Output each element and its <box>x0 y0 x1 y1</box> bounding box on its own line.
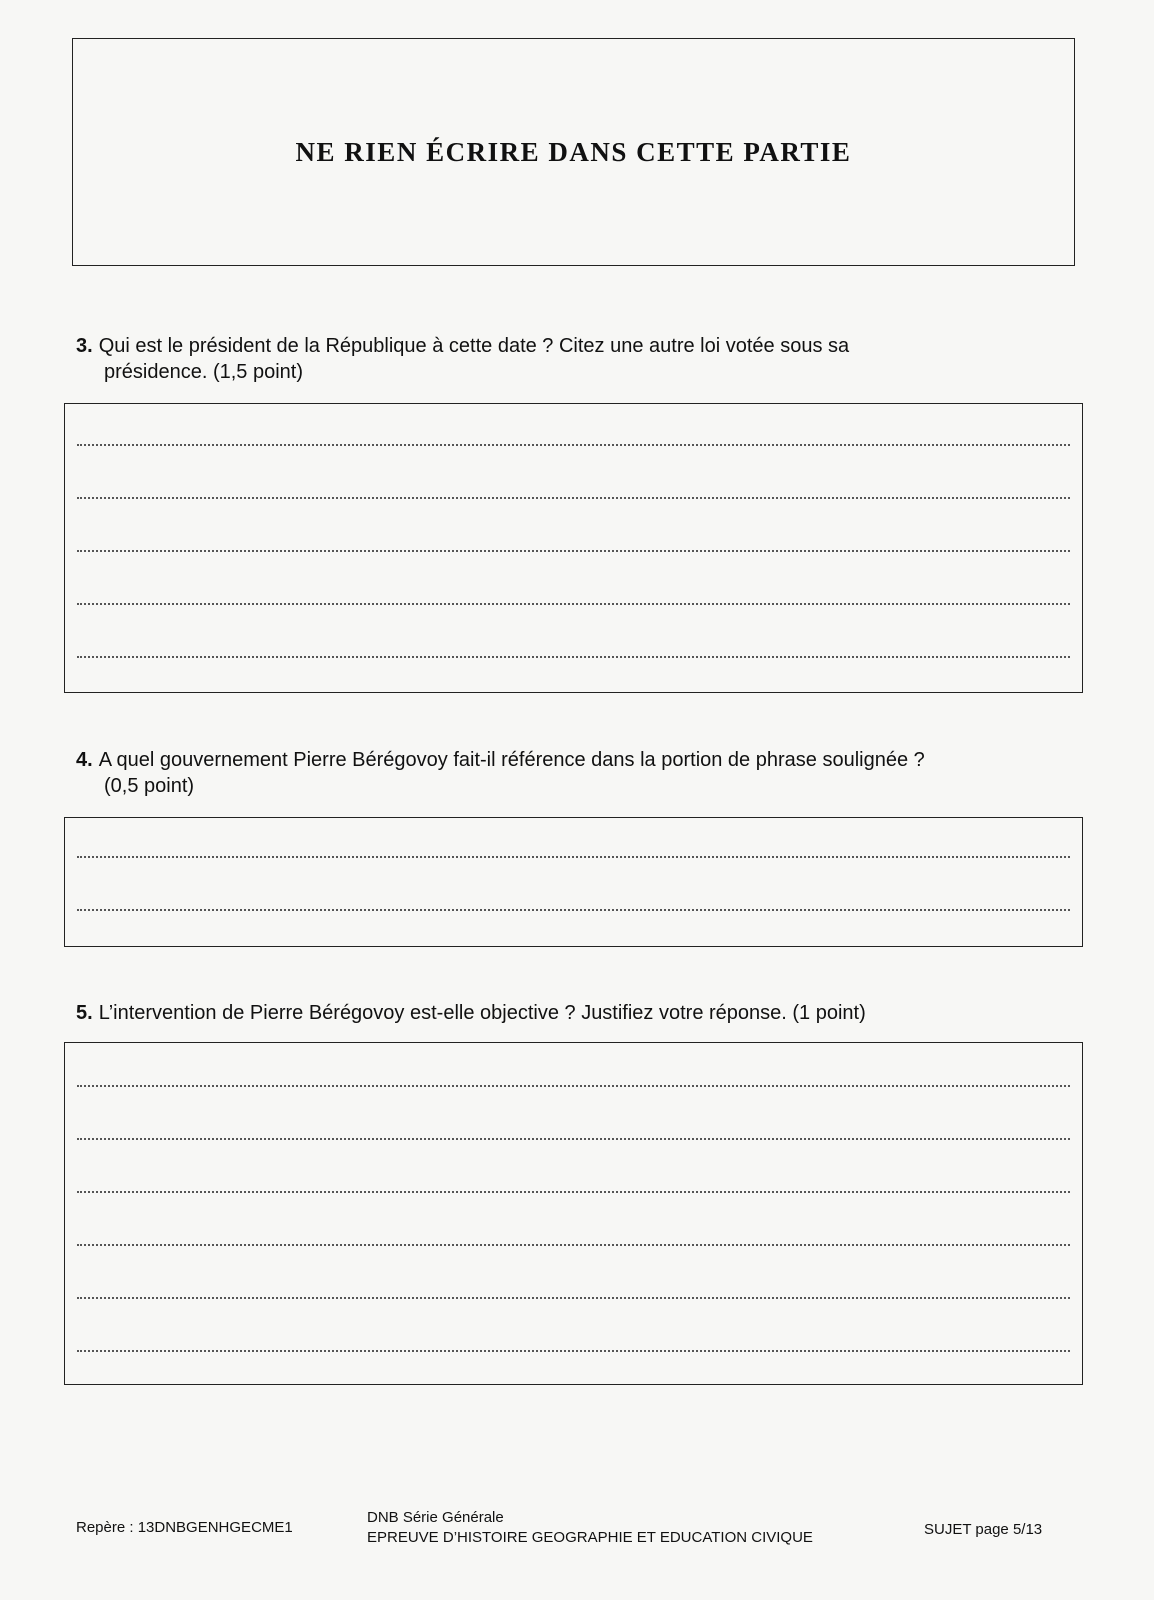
question-text: L’intervention de Pierre Bérégovoy est-elle objective ? Justifiez votre réponse. (1 point) <box>98 1002 866 1024</box>
question-text-continued: (0,5 point) <box>104 775 195 797</box>
answer-line[interactable] <box>77 497 1070 499</box>
answer-line[interactable] <box>77 1350 1070 1352</box>
footer-exam-title: EPREUVE D’HISTOIRE GEOGRAPHIE ET EDUCATION CIVIQUE <box>367 1529 813 1546</box>
answer-line[interactable] <box>77 603 1070 605</box>
answer-line[interactable] <box>77 550 1070 552</box>
no-write-banner <box>72 38 1075 266</box>
footer-exam-info <box>367 1508 813 1548</box>
banner-title: NE RIEN ÉCRIRE DANS CETTE PARTIE <box>295 136 852 167</box>
answer-box-5[interactable] <box>64 1042 1083 1385</box>
question-text-continued: présidence. (1,5 point) <box>104 361 304 383</box>
footer-series: DNB Série Générale <box>367 1509 504 1526</box>
answer-box-4[interactable] <box>64 817 1083 947</box>
question-5 <box>76 1000 1086 1026</box>
question-text: Qui est le président de la République à cette date ? Citez une autre loi votée sous sa <box>98 335 850 357</box>
question-text: A quel gouvernement Pierre Bérégovoy fait-il référence dans la portion de phrase soulignée ? <box>98 749 925 771</box>
answer-line[interactable] <box>77 1085 1070 1087</box>
answer-line[interactable] <box>77 1244 1070 1246</box>
question-3 <box>76 333 1076 385</box>
footer-reference: Repère : 13DNBGENHGECME1 <box>76 1519 293 1536</box>
answer-line[interactable] <box>77 444 1070 446</box>
question-number: 4. <box>76 749 93 771</box>
answer-line[interactable] <box>77 1138 1070 1140</box>
answer-line[interactable] <box>77 909 1070 911</box>
footer-page-number: SUJET page 5/13 <box>924 1521 1043 1538</box>
answer-line[interactable] <box>77 656 1070 658</box>
answer-line[interactable] <box>77 1191 1070 1193</box>
answer-line[interactable] <box>77 1297 1070 1299</box>
question-number: 3. <box>76 335 93 357</box>
question-number: 5. <box>76 1002 93 1024</box>
answer-line[interactable] <box>77 856 1070 858</box>
answer-box-3[interactable] <box>64 403 1083 693</box>
question-4 <box>76 747 1086 799</box>
